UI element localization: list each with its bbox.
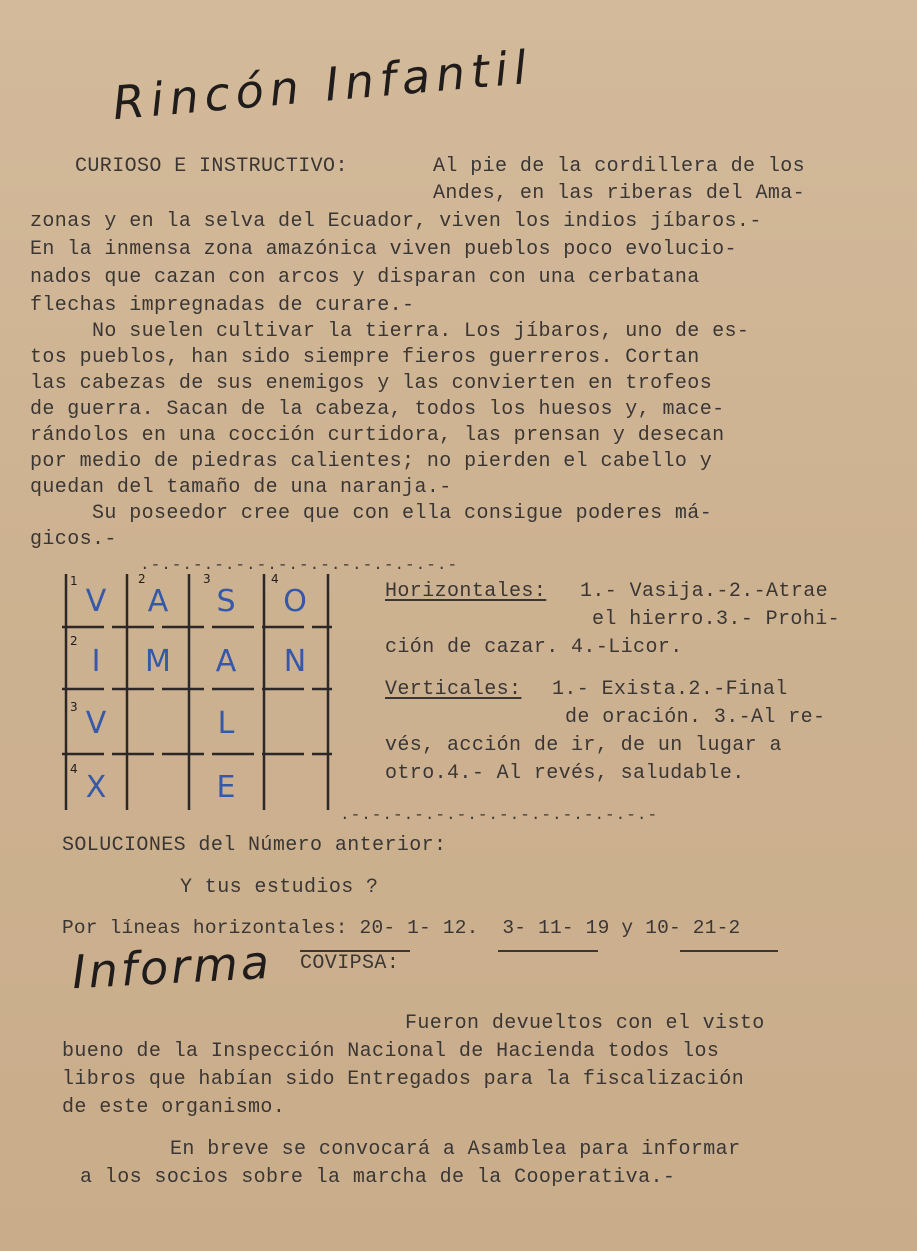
grid-number: 4 [70,762,78,776]
article-line: Su poseedor cree que con ella consigue poderes má- [92,502,713,525]
informa-line: libros que habían sido Entregados para la fiscalización [62,1068,745,1091]
article-line: nados que cazan con arcos y disparan con una cerbatana [30,266,700,289]
solutions-heading: SOLUCIONES del Número anterior: [62,834,447,857]
article-line: Al pie de la cordillera de los [433,155,806,178]
grid-cell: V [85,706,107,741]
verticales-label: Verticales: [385,678,522,701]
informa-line: a los socios sobre la marcha de la Cooperativa.- [80,1166,676,1189]
article-line: rándolos en una cocción curtidora, las prensan y desecan [30,424,725,447]
clue-line: 1.- Vasija.-2.-Atrae [580,580,829,603]
grid-cell: X [85,770,107,805]
grid-cell: N [283,644,307,679]
dash-separator: .-.-.-.-.-.-.-.-.-.-.-.-.-.-.- [140,556,459,574]
grid-number: 1 [70,574,78,588]
divider [498,950,598,952]
grid-cell: I [91,644,101,679]
article-line: por medio de piedras calientes; no pierden el cabello y [30,450,713,473]
clue-line: 1.- Exista.2.-Final [552,678,788,701]
article-line: Andes, en las riberas del Ama- [433,182,806,205]
clue-line: vés, acción de ir, de un lugar a [385,734,782,757]
article-line: las cabezas de sus enemigos y las convierten en trofeos [30,372,713,395]
article-line: tos pueblos, han sido siempre fieros guerreros. Cortan [30,346,700,369]
informa-org: COVIPSA: [300,952,400,975]
grid-cell: S [216,584,236,619]
solutions-subheading: Y tus estudios ? [180,876,379,899]
informa-line: bueno de la Inspección Nacional de Hacienda todos los [62,1040,720,1063]
informa-line: Fueron devueltos con el visto [405,1012,765,1035]
article-line: En la inmensa zona amazónica viven pueblos poco evolucio- [30,238,737,261]
grid-number: 3 [203,572,211,586]
page-title: Rincón Infantil [110,39,535,131]
grid-number: 3 [70,700,78,714]
article-line: zonas y en la selva del Ecuador, viven los indios jíbaros.- [30,210,762,233]
grid-number: 2 [138,572,146,586]
grid-cell: A [215,644,237,679]
clue-line: el hierro.3.- Prohi- [592,608,841,631]
dash-separator: .-.-.-.-.-.-.-.-.-.-.-.-.-.-.- [340,806,659,824]
grid-cell: L [217,706,235,741]
grid-cell: V [85,584,107,619]
informa-line: de este organismo. [62,1096,286,1119]
grid-cell: O [283,584,307,619]
article-line: de guerra. Sacan de la cabeza, todos los huesos y, mace- [30,398,725,421]
solutions-line: Por líneas horizontales: 20- 1- 12. 3- 11- 19 y 10- 21-2 [62,917,741,939]
article-line: flechas impregnadas de curare.- [30,294,415,317]
informa-line: En breve se convocará a Asamblea para informar [170,1138,741,1161]
grid-cell: A [147,584,169,619]
grid-cell: M [145,644,171,679]
clue-line: ción de cazar. 4.-Licor. [385,636,683,659]
article-line: No suelen cultivar la tierra. Los jíbaros, uno de es- [92,320,750,343]
clue-line: otro.4.- Al revés, saludable. [385,762,745,785]
grid-number: 2 [70,634,78,648]
grid-number: 4 [271,572,279,586]
grid-cell: E [216,770,236,805]
article-line: quedan del tamaño de una naranja.- [30,476,452,499]
informa-heading: Informa [70,934,274,1000]
clue-line: de oración. 3.-Al re- [565,706,826,729]
horizontales-label: Horizontales: [385,580,547,603]
article-lead: CURIOSO E INSTRUCTIVO: [75,155,348,178]
article-line: gicos.- [30,528,117,551]
divider [680,950,778,952]
